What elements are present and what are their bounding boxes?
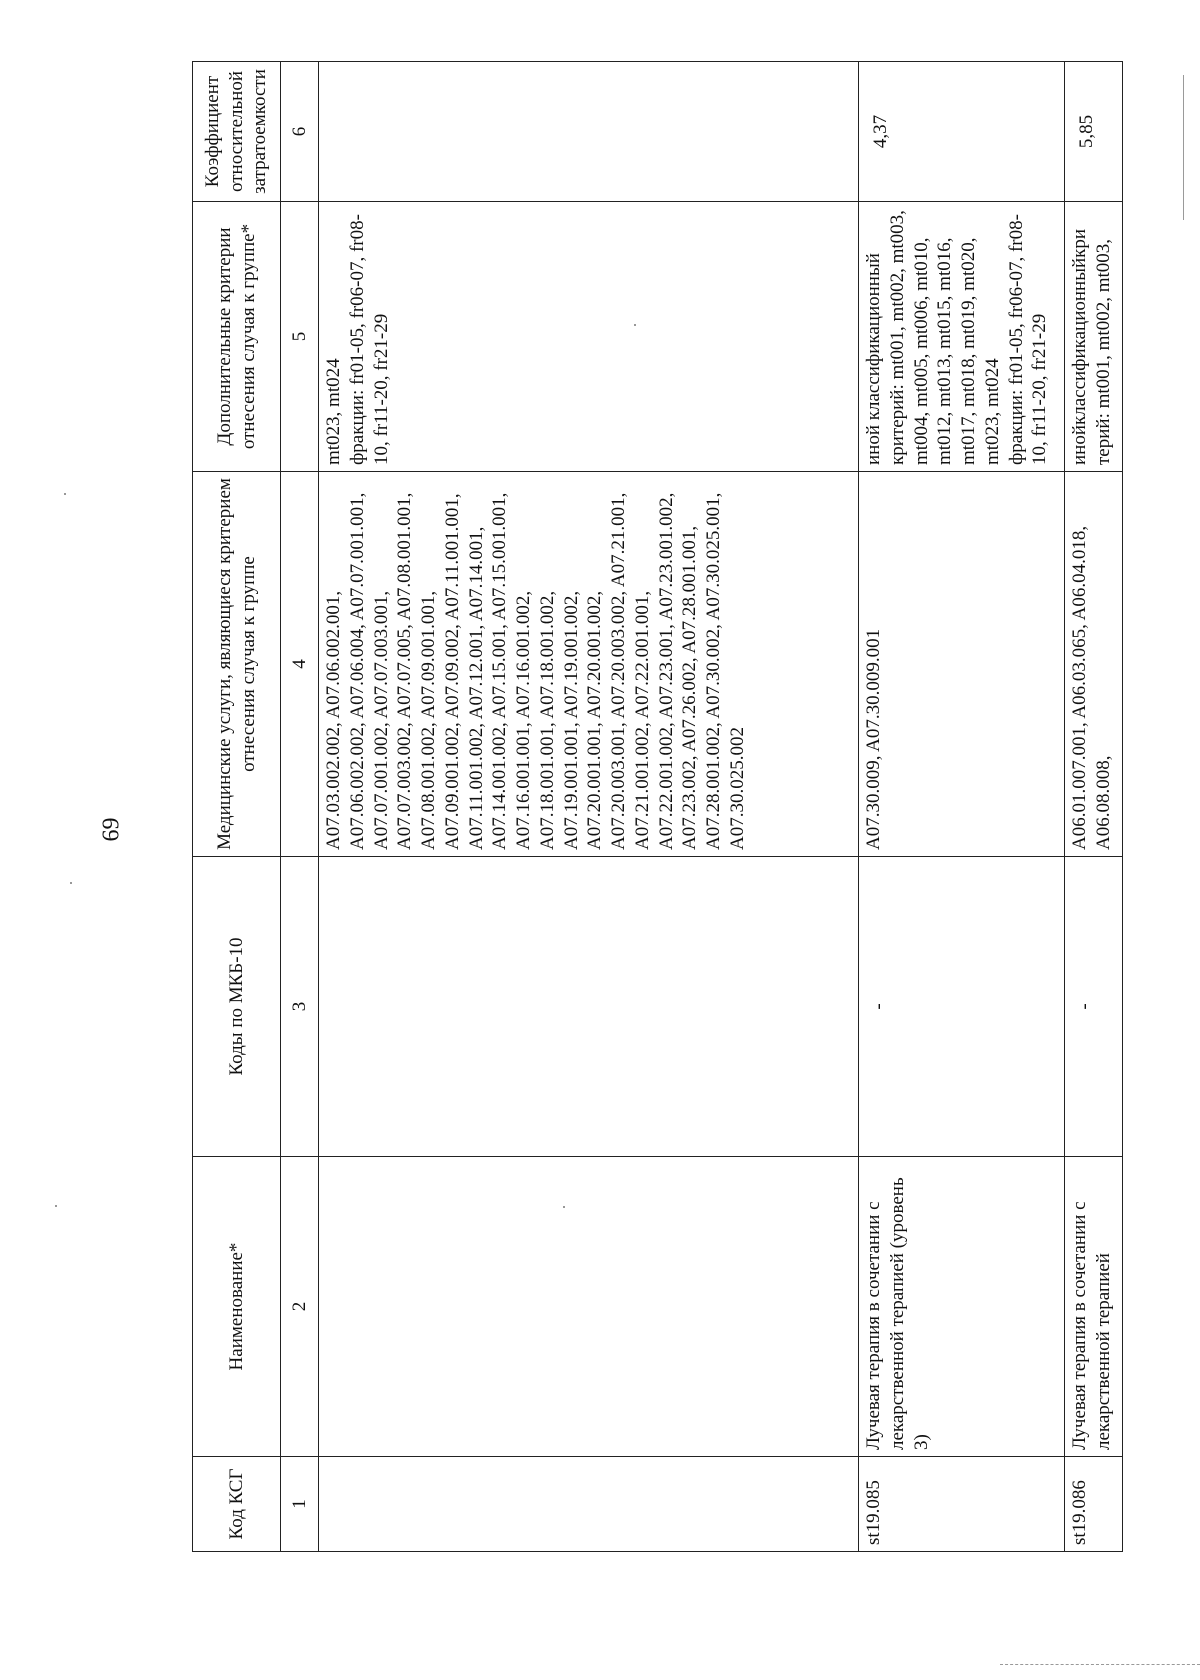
cell-name: Лучевая терапия в сочетании с лекарственной терапией (уровень 3): [859, 1157, 1065, 1457]
table-row: [1065, 62, 1123, 1552]
column-number-row: [281, 62, 319, 1552]
cell-services: A06.01.007.001, A06.03.065, A06.04.018, A06.08.008,: [1065, 472, 1123, 857]
column-number: 6: [281, 62, 319, 202]
cell-code: [319, 1457, 859, 1552]
header-mkb: Коды по МКБ-10: [193, 857, 281, 1157]
column-number: 1: [281, 1457, 319, 1552]
page-number: 69: [98, 817, 125, 842]
column-number: 2: [281, 1157, 319, 1457]
header-criteria: Дополнительные критерии отнесения случая к группе*: [193, 202, 281, 472]
cell-coefficient: 4,37: [859, 62, 1065, 202]
cell-criteria: иной классификационный критерий: mt001, mt002, mt003, mt004, mt005, mt006, mt010, mt012, mt013, mt015, mt016, mt017, mt018, mt019, mt020, mt023, mt024 фракции: fr01-05, fr06-07, fr08-10, fr11-20, fr21-29: [859, 202, 1065, 472]
cell-code: st19.086: [1065, 1457, 1123, 1552]
column-number: 3: [281, 857, 319, 1157]
scan-bottom-edge: [1000, 1664, 1200, 1665]
cell-mkb: -: [1065, 857, 1123, 1157]
ksg-table-rotated: [192, 62, 1122, 1552]
scan-speck: [64, 493, 66, 495]
cell-criteria: mt023, mt024 фракции: fr01-05, fr06-07, fr08-10, fr11-20, fr21-29: [319, 202, 859, 472]
table-row: [859, 62, 1065, 1552]
cell-name: [319, 1157, 859, 1457]
header-services: Медицинские услуги, являющиеся критерием отнесения случая к группе: [193, 472, 281, 857]
cell-services: A07.03.002.002, A07.06.002.001, A07.06.002.002, A07.06.004, A07.07.001.001, A07.07.001.002, A07.07.003.001, A07.07.003.002, A07.07.005, A07.08.001.001, A07.08.001.002, A07.09.001.001, A07.09.001.002, A07.09.002, A07.11.001.001, A07.11.001.002, A07.12.001, A07.14.001, A07.14.001.002, A07.15.001, A07.15.001.001, A07.16.001.001, A07.16.001.002, A07.18.001.001, A07.18.001.002, A07.19.001.001, A07.19.001.002, A07.20.001.001, A07.20.001.002, A07.20.003.001, A07.20.003.002, A07.21.001, A07.21.001.002, A07.22.001.001, A07.22.001.002, A07.23.001, A07.23.001.002, A07.23.002, A07.26.002, A07.28.001.001, A07.28.001.002, A07.30.002, A07.30.025.001, A07.30.025.002: [319, 472, 859, 857]
header-code: Код КСГ: [193, 1457, 281, 1552]
cell-mkb: [319, 857, 859, 1157]
column-number: 4: [281, 472, 319, 857]
cell-services: A07.30.009, A07.30.009.001: [859, 472, 1065, 857]
scan-speck: [55, 1205, 57, 1207]
header-name: Наименование*: [193, 1157, 281, 1457]
header-coefficient: Коэффициент относительной затратоемкости: [193, 62, 281, 202]
ksg-table: [192, 61, 1123, 1552]
cell-criteria: инойклассификационныйкри терий: mt001, mt002, mt003,: [1065, 202, 1123, 472]
cell-code: st19.085: [859, 1457, 1065, 1552]
table-row: [319, 62, 859, 1552]
table-header-row: [193, 62, 281, 1552]
cell-mkb: -: [859, 857, 1065, 1157]
cell-coefficient: [319, 62, 859, 202]
column-number: 5: [281, 202, 319, 472]
cell-name: Лучевая терапия в сочетании с лекарственной терапией: [1065, 1157, 1123, 1457]
scan-edge-line: [1183, 75, 1184, 220]
cell-coefficient: 5,85: [1065, 62, 1123, 202]
scan-speck: [70, 882, 72, 884]
